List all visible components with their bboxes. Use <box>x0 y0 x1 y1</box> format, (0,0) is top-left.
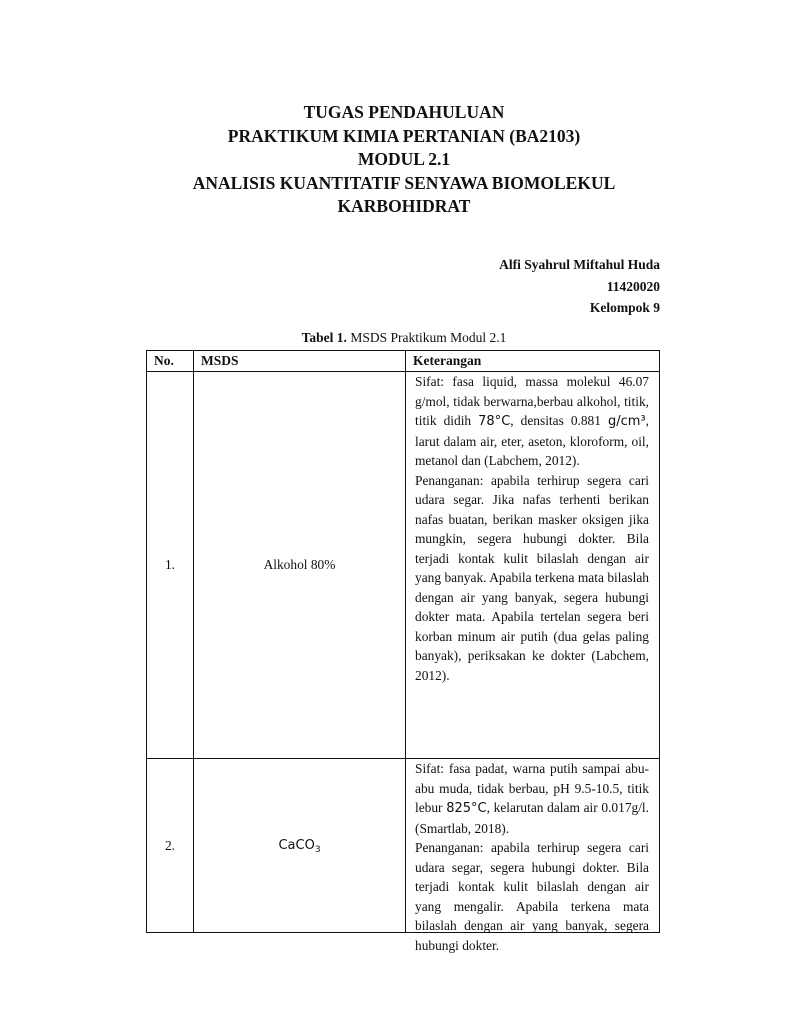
formula-main: CaCO <box>278 837 315 853</box>
chemical-description <box>406 372 660 759</box>
row-number: 2. <box>147 759 194 933</box>
header-no: No. <box>147 351 194 372</box>
header-keterangan: Keterangan <box>406 351 660 372</box>
table-header-row <box>147 351 660 372</box>
author-name: Alfi Syahrul Miftahul Huda <box>499 257 660 272</box>
sifat-paragraph <box>415 759 649 838</box>
density-unit: g/cm³ <box>607 414 646 429</box>
formula-subscript: 3 <box>314 844 321 855</box>
document-title <box>0 101 808 219</box>
caption-label: Tabel 1. <box>301 330 347 345</box>
author-nim: 11420020 <box>606 278 660 294</box>
sifat-text: Sifat: fasa padat, warna putih sampai abu-abu muda, tidak berbau, pH 9.5-10.5, titik lebur <box>415 761 649 815</box>
title-line: ANALISIS KUANTITATIF SENYAWA BIOMOLEKUL <box>192 172 616 193</box>
title-line: TUGAS PENDAHULUAN <box>303 102 505 122</box>
sifat-text: , kelarutan dalam air 0.017g/l. (Smartlab, 2018). <box>415 800 649 836</box>
sifat-text: , densitas 0.881 <box>510 413 608 428</box>
penanganan-paragraph: Penanganan: apabila terhirup segera cari udara segar. Jika nafas terhenti berikan nafas buatan, berikan masker oksigen jika mungkin, segera hubungi dokter. Bila terjadi kontak kulit bilaslah dengan air yang banyak. Apabila terkena mata bilaslah dengan air yang banyak, segera hubungi dokter mata. Apabila tertelan segera beri korban minum air putih (dua gelas paling banyak), periksakan ke dokter (Labchem, 2012). <box>415 472 649 683</box>
chemical-name: Alkohol 80% <box>194 372 406 759</box>
header-msds: MSDS <box>194 351 406 372</box>
boiling-point: 78°C <box>478 414 511 429</box>
chemical-name <box>194 759 406 933</box>
author-info <box>499 254 660 319</box>
title-line: KARBOHIDRAT <box>337 196 471 216</box>
sifat-text: Sifat: fasa liquid, massa molekul 46.07 g/mol, tidak berwarna,berbau alkohol, titik, titik didih <box>415 374 649 428</box>
sifat-text: , larut dalam air, eter, aseton, kloroform, oil, metanol dan (Labchem, 2012). <box>415 413 649 468</box>
row-number: 1. <box>147 372 194 759</box>
msds-table <box>146 350 660 953</box>
melting-point: 825°C <box>446 801 487 816</box>
penanganan-paragraph: Penanganan: apabila terhirup segera cari udara segar, segera hubungi dokter. Bila terjadi kontak kulit bilaslah dengan air yang mengalir. Apabila terkena mata bilaslah dengan air yang banyak, segera hubungi dokter. <box>415 840 649 953</box>
caption-text: MSDS Praktikum Modul 2.1 <box>346 330 507 345</box>
chemical-description <box>406 759 660 953</box>
sifat-paragraph <box>415 372 649 471</box>
title-line: MODUL 2.1 <box>357 149 451 169</box>
title-line: PRAKTIKUM KIMIA PERTANIAN (BA2103) <box>227 125 581 146</box>
author-group: Kelompok 9 <box>589 300 660 315</box>
table-caption <box>0 330 808 346</box>
table-row <box>147 372 660 759</box>
table-row <box>147 759 660 933</box>
